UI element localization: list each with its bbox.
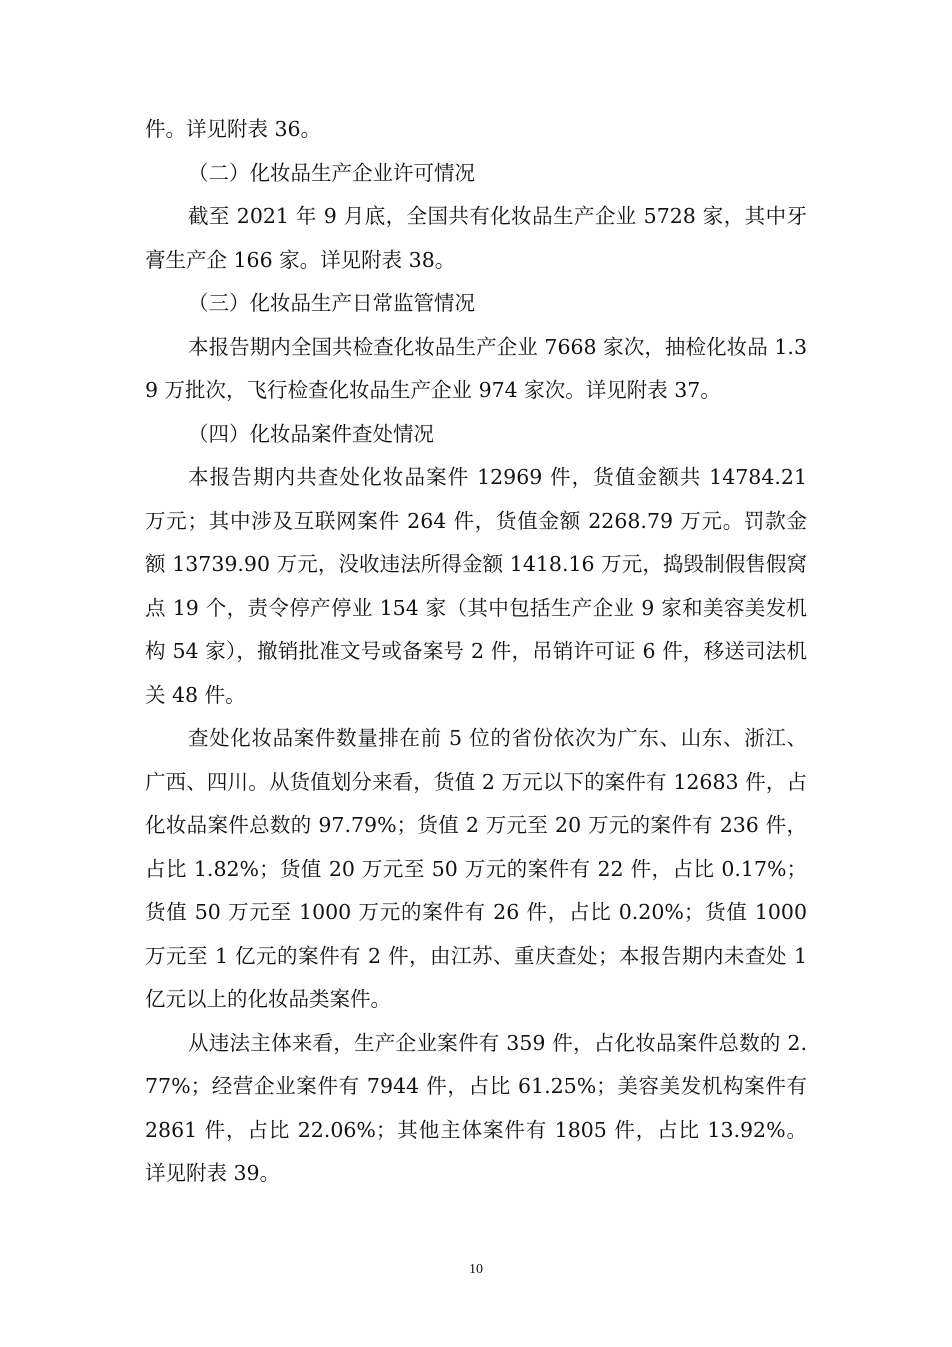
paragraph-supervision: 本报告期内全国共检查化妆品生产企业 7668 家次，抽检化妆品 1.39 万批次，飞行检查化妆品生产企业 974 家次。详见附表 37。 xyxy=(145,334,807,402)
paragraph-cases: 本报告期内共查处化妆品案件 12969 件，货值金额共 14784.21 万元；其中涉及互联网案件 264 件，货值金额 2268.79 万元。罚款金额 13739.90 万元，没收违法所得金额 1418.16 万元，捣毁制假售假窝点 19 个，责令停产停业 154 家（其中包括生产企业 9 家和美容美发机构 54 家），撤销批准文号或备案号 2 件，吊销许可证 6 件，移送司法机关 48 件。 xyxy=(145,465,807,707)
paragraph-continuation: 件。详见附表 36。 xyxy=(145,117,322,141)
section-heading-4: （四）化妆品案件查处情况 xyxy=(188,421,434,446)
paragraph-violation-subjects: 从违法主体来看，生产企业案件有 359 件，占化妆品案件总数的 2.77%；经营企业案件有 7944 件，占比 61.25%；美容美发机构案件有 2861 件，占比 22.06%；其他主体案件有 1805 件，占比 13.92%。详见附表 39。 xyxy=(145,1030,807,1185)
page-body xyxy=(145,108,807,1196)
page-number: 10 xyxy=(469,1262,483,1277)
section-heading-3: （三）化妆品生产日常监管情况 xyxy=(188,291,475,315)
paragraph-license: 截至 2021 年 9 月底，全国共有化妆品生产企业 5728 家，其中牙膏生产企 166 家。详见附表 38。 xyxy=(145,204,807,272)
paragraph-case-distribution: 查处化妆品案件数量排在前 5 位的省份依次为广东、山东、浙江、广西、四川。从货值划分来看，货值 2 万元以下的案件有 12683 件，占化妆品案件总数的 97.79%；货值 2 万元至 20 万元的案件有 236 件，占比 1.82%；货值 20 万元至 50 万元的案件有 22 件，占比 0.17%；货值 50 万元至 1000 万元的案件有 26 件，占比 0.20%；货值 1000 万元至 1 亿元的案件有 2 件，由江苏、重庆查处；本报告期内未查处 1 亿元以上的化妆品类案件。 xyxy=(145,726,807,1011)
section-heading-2: （二）化妆品生产企业许可情况 xyxy=(188,160,475,185)
